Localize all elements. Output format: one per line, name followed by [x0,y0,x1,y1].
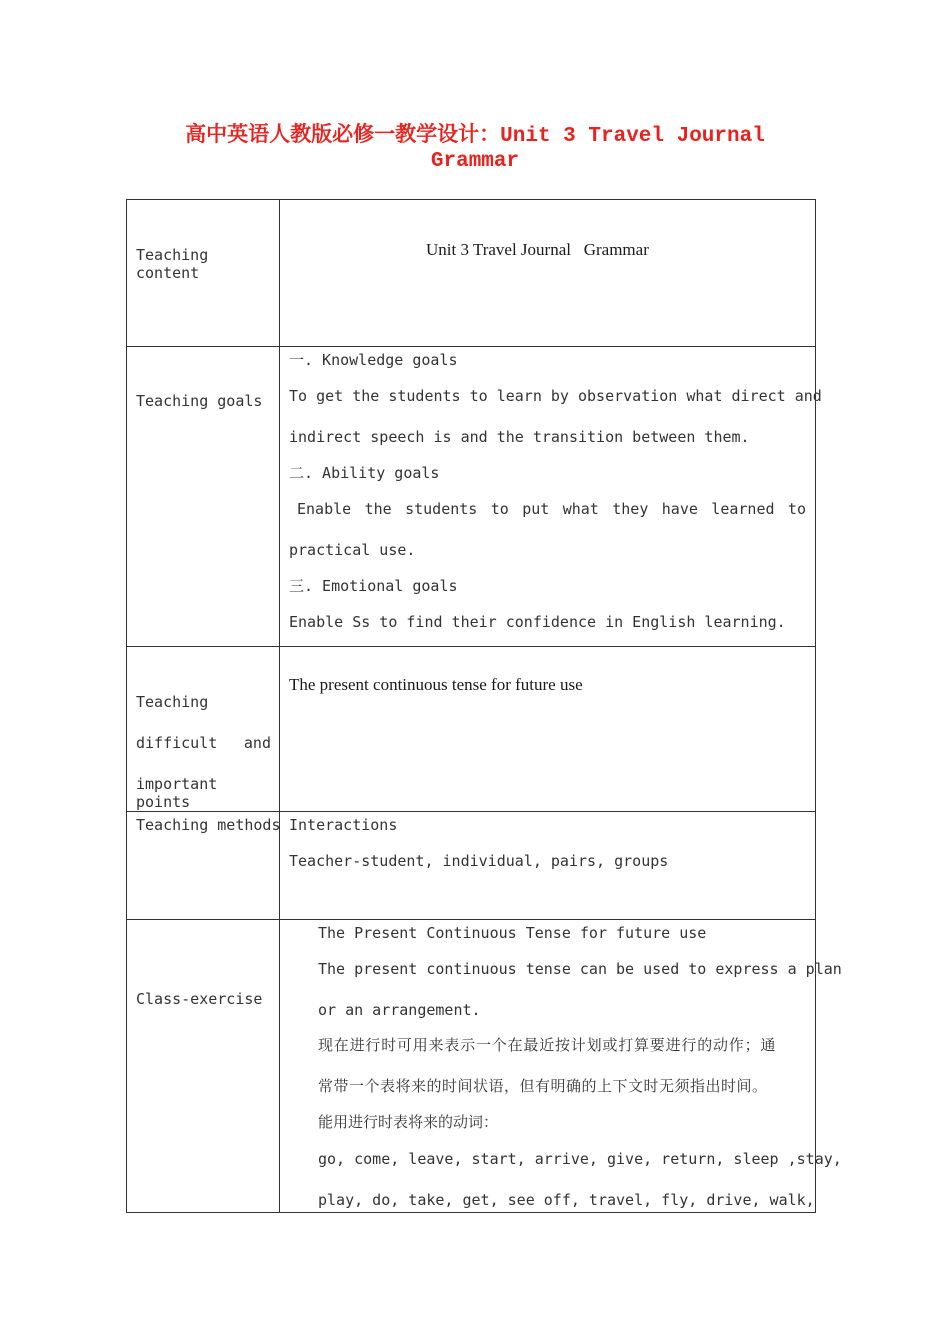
difficult-label-word-difficult: difficult [136,734,218,752]
row-teaching-goals [127,347,816,647]
ability-goals-heading: 二. Ability goals [289,464,440,482]
knowledge-goals-heading: 一. Knowledge goals [289,351,458,369]
label-cell-teaching-methods [127,812,280,920]
value-cell-teaching-goals [280,347,822,647]
methods-line-1: Interactions [289,816,398,834]
exercise-verbs-line-2: play, do, take, get, see off, travel, fly, drive, walk, [318,1191,815,1209]
exercise-chinese-1: 现在进行时可用来表示一个在最近按计划或打算要进行的动作；通 [318,1036,777,1054]
label-cell-teaching-content [127,200,280,347]
title-line-1: 高中英语人教版必修一教学设计：Unit 3 Travel Journal [185,125,765,148]
exercise-verbs-line-1: go, come, leave, start, arrive, give, return, sleep ,stay, [318,1150,842,1168]
difficult-label-line-1: Teaching [136,693,209,711]
row-class-exercise [127,920,816,1213]
exercise-text-1: The present continuous tense can be used to express a plan [318,960,842,978]
teaching-methods-label: Teaching methods [136,816,281,834]
exercise-chinese-2: 常带一个表将来的时间状语，但有明确的上下文时无须指出时间。 [318,1077,768,1095]
exercise-text-2: or an arrangement. [318,1001,481,1019]
ability-goals-text-2: practical use. [289,541,416,559]
row-teaching-methods [127,812,816,920]
emotional-goals-heading: 三. Emotional goals [289,577,458,595]
value-cell-teaching-methods [280,812,816,920]
methods-line-2: Teacher-student, individual, pairs, groups [289,852,669,870]
class-exercise-label: Class-exercise [136,990,263,1008]
difficult-label-line-2 [136,734,271,775]
document-title [0,124,950,174]
teaching-content-label: Teaching content [136,246,209,282]
lesson-plan-table [126,199,842,1213]
value-cell-teaching-content [280,200,816,347]
value-cell-class-exercise [280,920,842,1213]
teaching-goals-label: Teaching goals [136,392,263,410]
teaching-content-text: Unit 3 Travel Journal Grammar [426,240,649,259]
label-cell-class-exercise [127,920,280,1213]
title-line-2: Grammar [430,150,520,173]
difficult-label-word-and: and [243,734,271,752]
value-cell-difficult-points [280,647,816,812]
knowledge-goals-text-2: indirect speech is and the transition between them. [289,428,750,446]
row-difficult-points [127,647,816,812]
ability-goals-text-1: Enable the students to put what they have learned to [297,500,806,518]
emotional-goals-text: Enable Ss to find their confidence in English learning. [289,613,786,631]
label-cell-teaching-goals [127,347,280,647]
label-cell-difficult-points [127,647,280,812]
exercise-heading: The Present Continuous Tense for future use [318,924,707,942]
exercise-verbs-heading: 能用进行时表将来的动词： [318,1113,499,1131]
difficult-label-line-3: important points [136,775,218,811]
row-teaching-content [127,200,816,347]
difficult-points-text: The present continuous tense for future use [289,675,583,694]
knowledge-goals-text-1: To get the students to learn by observation what direct and [289,387,822,405]
